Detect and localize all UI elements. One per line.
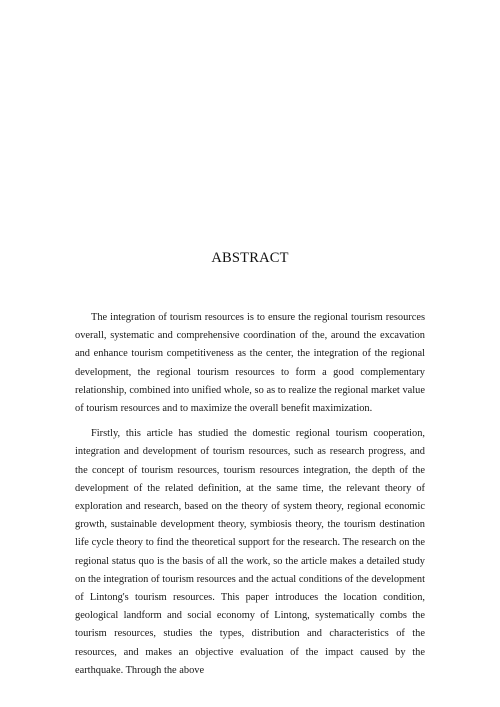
abstract-paragraph-1: The integration of tourism resources is to ensure the regional tourism resources overall, systematic and comprehensive coordination of the, around the excavation and enhance tourism competitiveness as the center, the integration of the regional development, the regional tourism resources to form a good complementary relationship, combined into unified whole, so as to realize the regional market value of tourism resources and to maximize the overall benefit maximization. [75,312,425,415]
abstract-paragraph-2: Firstly, this article has studied the domestic regional tourism cooperation, integration and development of tourism resources, such as research progress, and the concept of tourism resources, tourism resources integration, the depth of the development of the related definition, at the same time, the relevant theory of exploration and research, based on the theory of system theory, regional economic growth, sustainable development theory, symbiosis theory, the tourism destination life cycle theory to find the theoretical support for the research. The research on the regional status quo is the basis of all the work, so the article makes a detailed study on the integration of tourism resources and the actual conditions of the development of Lintong's tourism resources. This paper introduces the location condition, geological landform and social economy of Lintong, systematically combs the tourism resources, studies the types, distribution and characteristics of the resources, and makes an objective evaluation of the impact caused by the earthquake. Through the above [75,428,425,676]
abstract-body [75,309,425,680]
abstract-title: ABSTRACT [211,250,289,266]
